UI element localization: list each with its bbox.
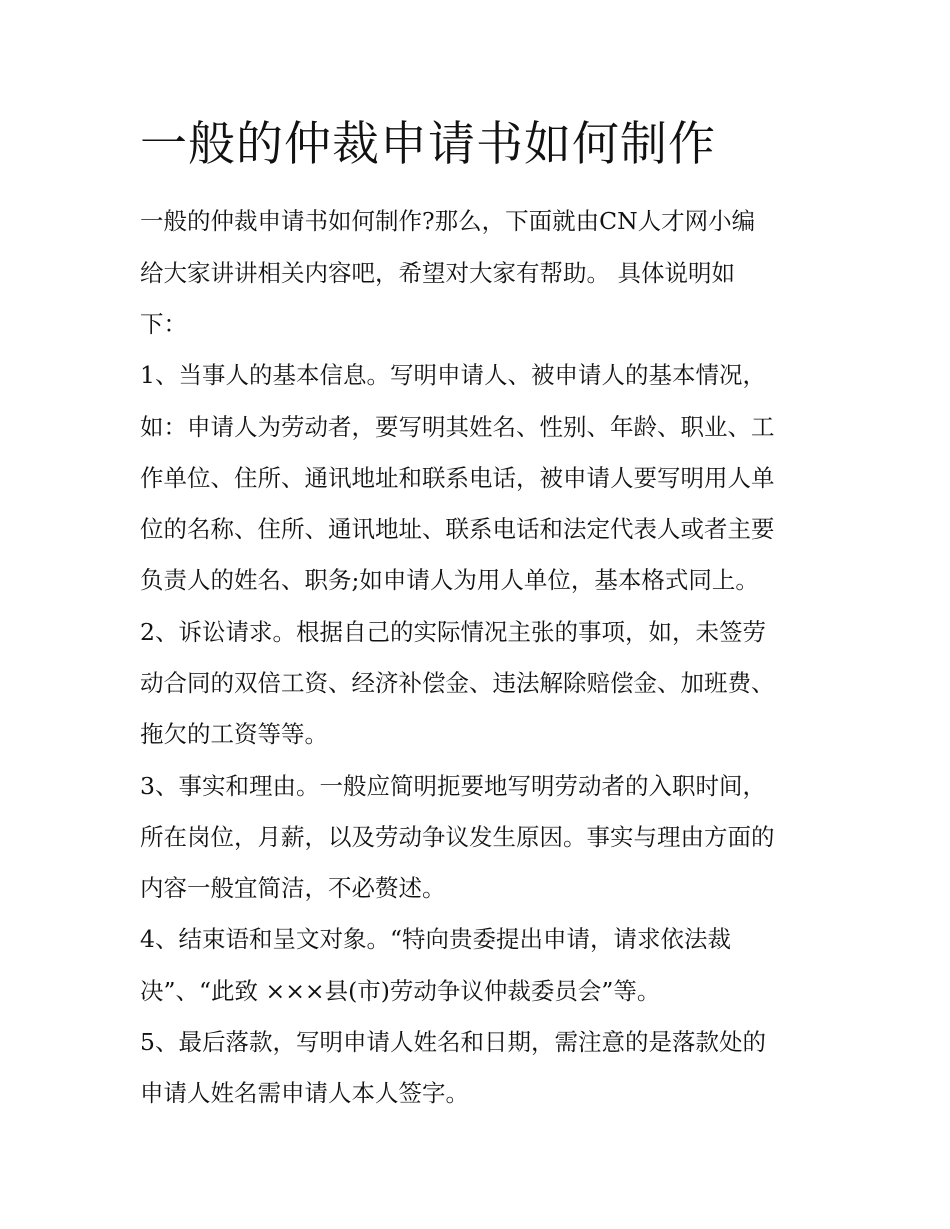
intro-line-2: 给大家讲讲相关内容吧，希望对大家有帮助。 具体说明如 xyxy=(140,259,735,287)
item-4-line-1: 4、结束语和呈文对象。“特向贵委提出申请，请求依法裁 xyxy=(140,925,731,953)
intro-line-3: 下： xyxy=(140,310,187,338)
item-1-line-1: 1、当事人的基本信息。写明申请人、被申请人的基本情况， xyxy=(140,361,766,389)
item-1-line-5: 负责人的姓名、职务;如申请人为用人单位，基本格式同上。 xyxy=(140,566,759,594)
item-3-line-3: 内容一般宜简洁，不必赘述。 xyxy=(140,874,446,902)
item-1-line-3: 作单位、住所、通讯地址和联系电话，被申请人要写明用人单 xyxy=(140,464,775,492)
item-2-line-2: 动合同的双倍工资、经济补偿金、违法解除赔偿金、加班费、 xyxy=(140,669,775,697)
item-1-line-4: 位的名称、住所、通讯地址、联系电话和法定代表人或者主要 xyxy=(140,515,775,543)
item-3-line-2: 所在岗位，月薪，以及劳动争议发生原因。事实与理由方面的 xyxy=(140,823,775,851)
item-2-line-3: 拖欠的工资等等。 xyxy=(140,720,328,748)
intro-line-1: 一般的仲裁申请书如何制作?那么，下面就由CN人才网小编 xyxy=(140,207,756,235)
item-5-line-2: 申请人姓名需申请人本人签字。 xyxy=(140,1079,469,1107)
item-5-line-1: 5、最后落款，写明申请人姓名和日期，需注意的是落款处的 xyxy=(140,1028,766,1056)
item-2-line-1: 2、诉讼请求。根据自己的实际情况主张的事项，如，未签劳 xyxy=(140,618,766,646)
item-4-line-2: 决”、“此致 ×××县(市)劳动争议仲裁委员会”等。 xyxy=(140,977,661,1005)
item-1-line-2: 如：申请人为劳动者，要写明其姓名、性别、年龄、职业、工 xyxy=(140,413,775,441)
item-3-line-1: 3、事实和理由。一般应简明扼要地写明劳动者的入职时间， xyxy=(140,772,766,800)
document-title: 一般的仲裁申请书如何制作 xyxy=(140,117,716,172)
